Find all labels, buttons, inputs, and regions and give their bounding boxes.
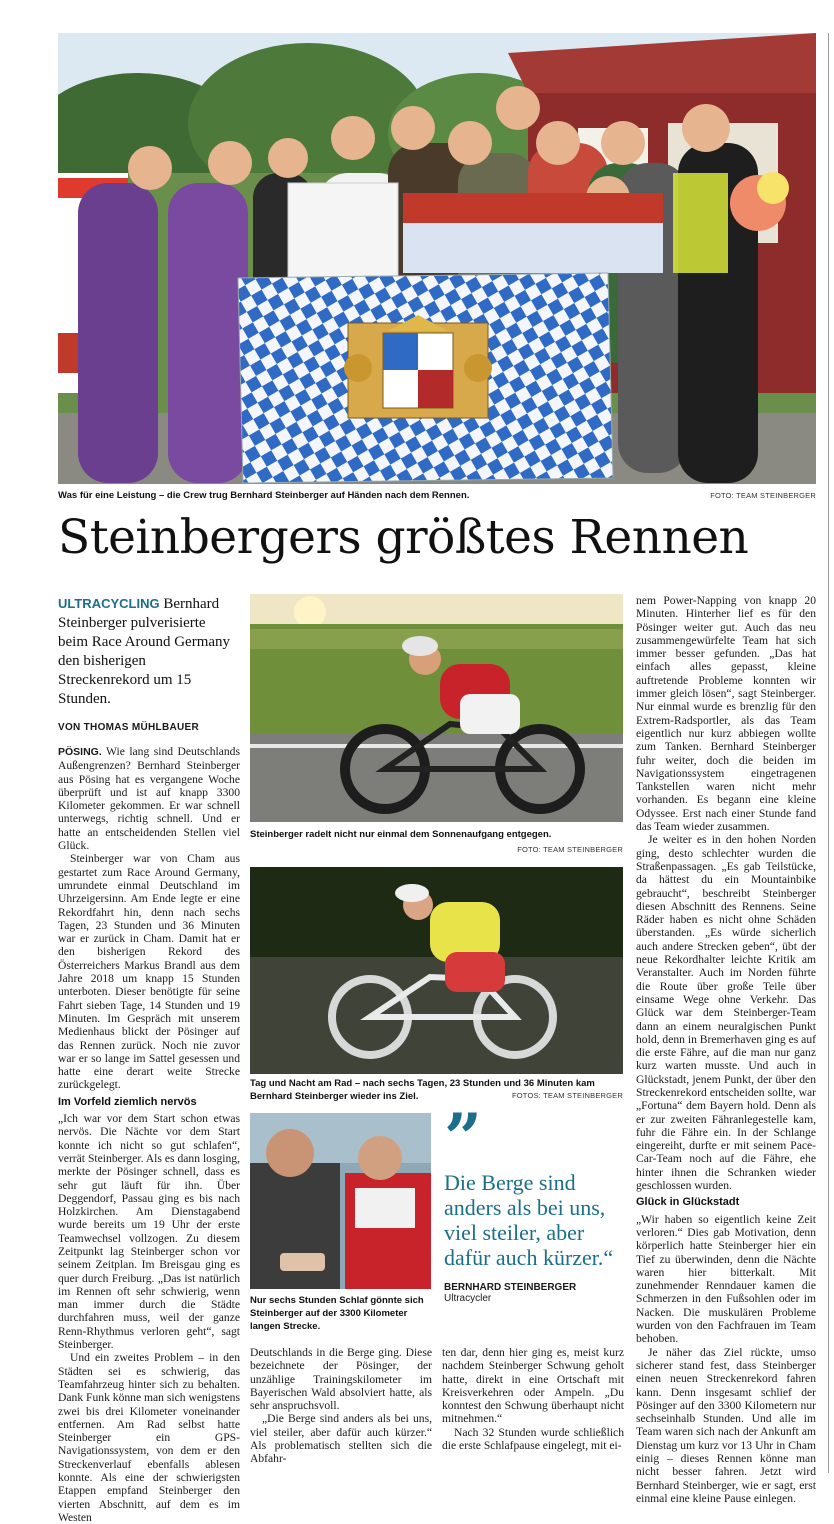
- subhead-nervous: Im Vorfeld ziemlich nervös: [58, 1095, 197, 1108]
- photo-night-credit: FOTOS: TEAM STEINBERGER: [511, 1091, 623, 1100]
- col2b-paragraph-2: Nach 32 Stunden wurde schließlich die erste Schlafpause eingelegt, mit ei-: [442, 1425, 624, 1453]
- photo-night-caption: Tag und Nacht am Rad – nach sechs Tagen, 23 Stunden und 36 Minuten kam Bernhard Steinberger wieder ins Ziel.: [250, 1078, 595, 1102]
- subhead-glueckstadt: Glück in Glückstadt: [636, 1196, 740, 1209]
- paragraph-3: „Ich war vor dem Start schon etwas nervös. Die Nächte vor dem Start konnte ich nicht so gut schlafen“, verrät Steinberger. Als es dann losging, merkte der Pösinger schnell, dass es sehr gut läuft für ihn. Über Deggendorf, Passau ging es bis nach Holzkirchen. Am Dienstagabend wurde bereits um 19 Uhr der erste Teamwechsel vollzogen. Zu diesem Zeitpunkt lag Steinberger schon vor seinem Zeitplan. Im Breisgau ging es quer durch Freiburg. „Das ist natürlich im Rennen oft sehr schwierig, wenn man immer durch die Städte durchfahren muss, weil der ganze Renn-Rhythmus verloren geht“, sagt Steinberger.: [58, 1112, 240, 1352]
- article-column-2a: [250, 1346, 432, 1466]
- col2a-paragraph-1: Deutschlands in die Berge ging. Diese bezeichnete der Pösinger, der unzählige Trainingskilometer im Bayerischen Wald absolviert hatte, als sehr anspruchsvoll.: [250, 1346, 432, 1413]
- col3-paragraph-1: nem Power-Napping von knapp 20 Minuten. Hinterher lief es für den Pösinger weiter gut. Auch das neu zusammengewürfelte Team hat sich immer besser gefunden. „Das hat einfach alles gepasst, kleine auftretende Probleme konnten wir immer gleich lösen“, sagt Steinberger. Nur einmal wurde es brenzlig für den Extrem-Radsportler, als das Team eigentlich nur kurz abbiegen wollte zum Tanken. Bernhard Steinberger fuhr weiter, doch die beiden im Navigationssystem eingetragenen Tankstellen waren nicht mehr vorhanden. Es begann eine kleine Odyssee. Erst nach einer Stunde fand das Team wieder zusammen.: [636, 594, 816, 834]
- dateline: PÖSING.: [58, 746, 102, 758]
- col3-paragraph-3: „Wir haben so eigentlich keine Zeit verloren.“ Dies gab Motivation, denn körperlich hatte Steinberger hier ein Tief zu überwinden, denn die Nächte waren hier bitterkalt. Mit zunehmender Renndauer kamen die Schmerzen in den Fußsohlen oder im Nacken. Die muskulären Probleme wurden von den Fachfrauen im Team behoben.: [636, 1212, 816, 1346]
- paragraph-2: Steinberger war von Cham aus gestartet zum Race Around Germany, umrundete einmal Deutschland im Uhrzeigersinn. Am Ende legte er eine Rekordfahrt hin, denn nach sechs Tagen, 23 Stunden und 36 Minuten war er zurück in Cham. Damit hat er den bisherigen Rekord des Österreichers Markus Brandl aus dem Jahre 2018 um knapp 15 Stunden unterboten. Dieser benötigte für seine Fahrt sieben Tage, 14 Stunden und 19 Minuten. Im Gespräch mit unserem Medienhaus blickt der Pösinger auf das Rennen zurück. Noch nie zuvor war er so lange im Sattel gesessen und hatte eine derart weite Strecke zurückgelegt.: [58, 852, 240, 1092]
- photo-night-rider: [250, 867, 623, 1074]
- pull-quote: [444, 1099, 624, 1304]
- page-edge-rule: [828, 33, 829, 1473]
- author-byline: VON THOMAS MÜHLBAUER: [58, 722, 199, 733]
- col2b-paragraph-1: ten dar, denn hier ging es, meist kurz nachdem Steinberger Schwung geholt hatte, direkt in eine Ortschaft mit Kreisverkehren oder Ampeln. „Du konntest den Schwung überhaupt nicht mitnehmen.“: [442, 1346, 624, 1426]
- article-column-1: [58, 745, 240, 1524]
- col3-paragraph-2: Je weiter es in den hohen Norden ging, desto schlechter wurden die Straßenpassagen. „Es gab Teilstücke, da hättest du ein Mountainbike gebraucht“, beschreibt Steinberger diesen Abschnitt des Rennens. Seine Räder haben es nicht ohne Schäden überstanden. „Es würde sicherlich auch andere Strecken geben“, übt der neue Rekordhalter leichte Kritik am Veranstalter. Auch im Norden führte die Route über große Teile über einsame Wege ohne Verkehr. Das Glück war dem Steinberger-Team dann an einem neuralgischen Punkt hold, denn in Bremerhaven ging es auf die erste Fähre, auf die man nur ganz kurz warten musste. Und auch in Glückstadt, jenem Punkt, der über den Streckenrekord entscheiden sollte, war „Fortuna“ dem Bayern hold. Denn als er zur zweiten Fähranlegestelle kam, fuhr die Fähre ein. In der Schlange eingereiht, durfte er mit seinem Pace-Car-Team noch auf die Fähre, ehe hinter ihnen die Schranken wieder geschlossen wurden.: [636, 833, 816, 1193]
- col2a-paragraph-2: „Die Berge sind anders als bei uns, viel steiler, aber dafür auch kürzer.“ Als problematisch stellten sich die Abfahr-: [250, 1412, 432, 1466]
- paragraph-4: Und ein zweites Problem – in den Städten sei es schwierig, das Teamfahrzeug hinter sich zu behalten. Dank Funk könne man sich wenigstens zwei bis drei Kilometer voneinander entfernen. Am Rad selbst hatte Steinberger ein GPS-Navigationssystem, von dem er den Streckenverlauf ebenfalls ablesen konnte. Als eine der schwierigsten Etappen empfand Steinberger den vierten Abschnitt, auf dem es im Westen: [58, 1351, 240, 1524]
- top-photo: [58, 33, 816, 484]
- quote-author: BERNHARD STEINBERGER: [444, 1282, 577, 1293]
- kicker: ULTRACYCLING: [58, 596, 160, 611]
- article-column-3: [636, 594, 816, 1505]
- quote-text: Die Berge sind anders als bei uns, viel steiler, aber dafür auch kürzer.“: [444, 1170, 614, 1270]
- photo-two-men: [250, 1113, 431, 1289]
- photo-sunrise-credit: FOTO: TEAM STEINBERGER: [517, 845, 623, 854]
- quote-role: Ultracycler: [444, 1293, 492, 1304]
- paragraph-1: [58, 745, 240, 852]
- lead-text: Bernhard Steinberger pulverisierte beim Race Around Germany den bisherigen Streckenrekord um 15 Stunden.: [58, 596, 231, 707]
- photo-sunrise-rider: [250, 594, 623, 822]
- photo-two-men-caption: Nur sechs Stunden Schlaf gönnte sich Steinberger auf der 3300 Kilometer langen Strecke.: [250, 1295, 424, 1332]
- top-photo-credit: FOTO: TEAM STEINBERGER: [710, 491, 816, 500]
- quote-mark-icon: ”: [444, 1099, 482, 1177]
- paragraph-1-text: Wie lang sind Deutschlands Außengrenzen? Bernhard Steinberger aus Pösing hat es vergangene Woche überprüft und ist auf knapp 3300 Kilometer gekommen. Er war schnell unterwegs, richtig schnell. Und er hatte an entscheidenden Stellen viel Glück.: [58, 745, 240, 853]
- lead-paragraph: [58, 594, 238, 709]
- article-column-2b: [442, 1346, 624, 1452]
- photo-sunrise-caption: Steinberger radelt nicht nur einmal dem Sonnenaufgang entgegen.: [250, 829, 552, 840]
- col3-paragraph-4: Je näher das Ziel rückte, umso sicherer stand fest, dass Steinberger einen neuen Streckenrekord fahren kann. Denn insgesamt schlief der Pösinger auf den 3300 Kilometern nur sechseinhalb Stunden. Und alle im Team waren sich nach der Ankunft am Dienstag um kurz vor 13 Uhr in Cham einig – dieses Rennen könne man nicht besser fahren. Jetzt wird Bernhard Steinberger, wie er sagt, erst einmal eine kleine Pause einlegen.: [636, 1345, 816, 1505]
- top-photo-caption: Was für eine Leistung – die Crew trug Bernhard Steinberger auf Händen nach dem Rennen.: [58, 490, 470, 501]
- headline: Steinbergers größtes Rennen: [58, 510, 749, 565]
